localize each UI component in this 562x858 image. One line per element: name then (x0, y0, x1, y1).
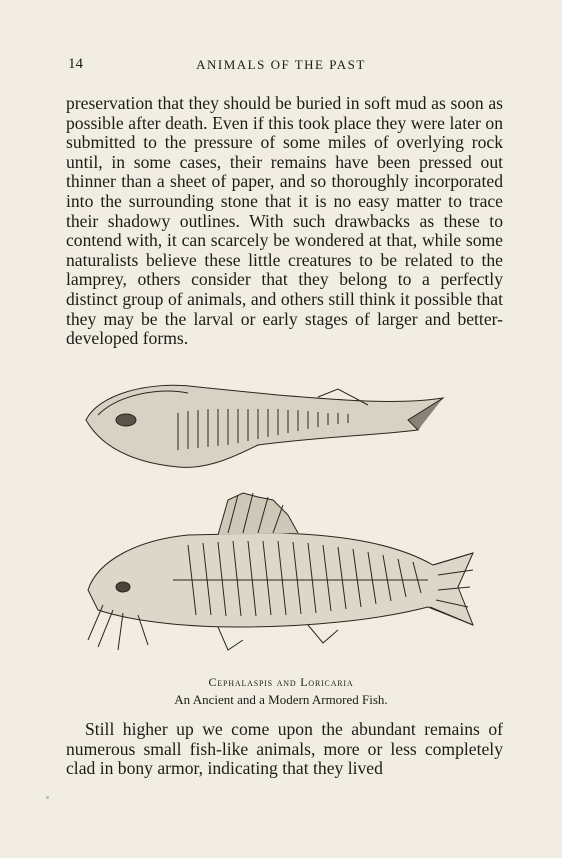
figure-caption-title: Cephalaspis and Loricaria (208, 675, 354, 689)
fish-illustration (78, 375, 488, 665)
page-number: 14 (68, 56, 83, 72)
cephalaspis-drawing (86, 385, 443, 467)
body-paragraph: preservation that they should be buried in soft mud as soon as possible after death. Even if this took place they were later on submitted to the pressure of some miles of overlying rock until, in some cases, their remains have been pressed out thinner than a sheet of paper, and so thoroughly incorporated into the surrounding stone that it is no easy matter to trace their shadowy outlines. With such drawbacks as these to contend with, it can scarcely be wondered at that, while some naturalists believe these little creatures to be related to the lamprey, others consider that they belong to a perfectly distinct group of animals, and others still think it possible that they may be the larval or early stages of larger and better-developed forms. (66, 93, 503, 349)
body-paragraph: Still higher up we come upon the abundant remains of numerous small fish-like animals, more or less completely clad in bony armor, indicating that they lived (66, 719, 503, 779)
figure-caption-subtitle: An Ancient and a Modern Armored Fish. (174, 692, 388, 707)
page-smudge (46, 796, 49, 799)
running-head: ANIMALS OF THE PAST (196, 57, 366, 72)
